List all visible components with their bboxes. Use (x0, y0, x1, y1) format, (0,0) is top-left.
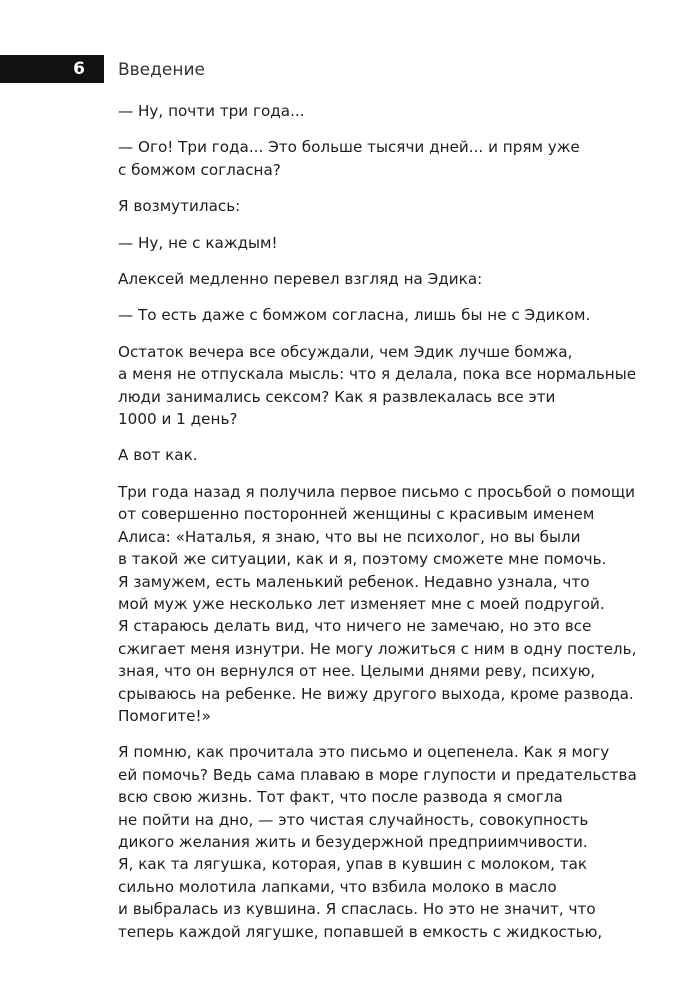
paragraph: Три года назад я получила первое письмо с просьбой о помощи от совершенно посторонней женщины с красивым именем Алиса: «Наталья, я знаю, что вы не психолог, но вы были в такой же ситуации, как и я, поэтому сможете мне помочь. Я замужем, есть маленький ребенок. Недавно узнала, что мой муж уже несколько лет изменяет мне с моей подругой. Я стараюсь делать вид, что ничего не замечаю, но это все сжигает меня изнутри. Не могу ложиться с ним в одну постель, зная, что он вернулся от нее. Целыми днями реву, психую, срываюсь на ребенке. Не вижу другого выхода, кроме развода. Помогите!» (118, 482, 637, 725)
paragraph: — Ну, не с каждым! (118, 233, 278, 252)
paragraph: Я возмутилась: (118, 197, 241, 216)
paragraph: — То есть даже с бомжом согласна, лишь бы не с Эдиком. (118, 306, 591, 325)
paragraph: — Ого! Три года... Это больше тысячи дней... и прям уже с бомжом согласна? (118, 138, 580, 179)
body-text (118, 100, 638, 957)
paragraph: А вот как. (118, 446, 198, 465)
paragraph: Остаток вечера все обсуждали, чем Эдик лучше бомжа, а меня не отпускала мысль: что я делала, пока все нормальные люди занимались сексом? Как я развлекалась все эти 1000 и 1 день? (118, 342, 637, 429)
section-title: Введение (118, 60, 205, 80)
page-number: 6 (73, 59, 85, 79)
paragraph: Алексей медленно перевел взгляд на Эдика: (118, 270, 483, 289)
paragraph: Я помню, как прочитала это письмо и оцепенела. Как я могу ей помочь? Ведь сама плаваю в море глупости и предательства всю свою жизнь. Тот факт, что после развода я смогла не пойти на дно, — это чистая случайность, совокупность дикого желания жить и безудержной предприимчивости. Я, как та лягушка, которая, упав в кувшин с молоком, так сильно молотила лапками, что взбила молоко в масло и выбралась из кувшина. Я спаслась. Но это не значит, что теперь каждой лягушке, попавшей в емкость с жидкостью, (118, 743, 637, 941)
paragraph: — Ну, почти три года... (118, 102, 305, 120)
